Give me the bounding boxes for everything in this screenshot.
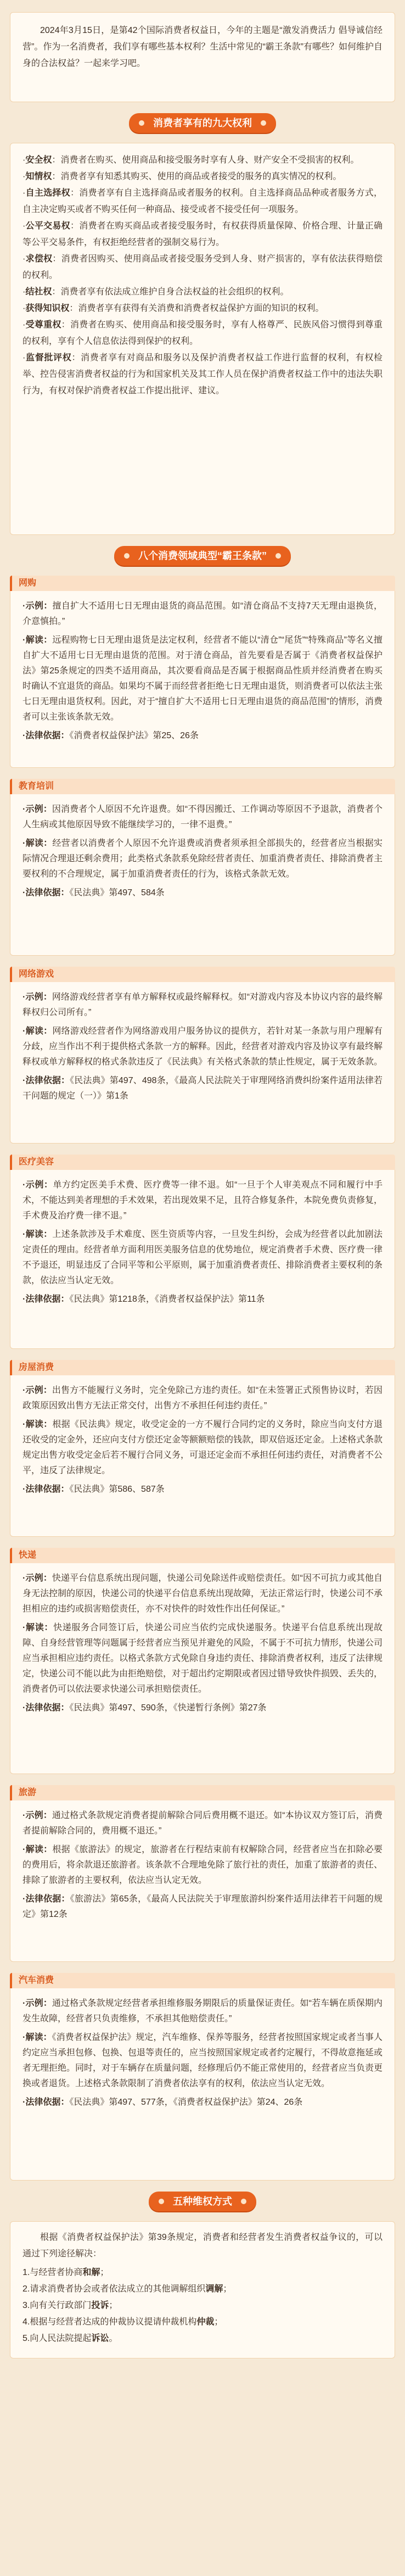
section-auto: [10, 1973, 395, 2181]
section-travel: [10, 1785, 395, 1962]
analysis-text: 经营者以消费者个人原因不允许退费或消费者须承担全部损失的，经营者应当根据实际情况合理退还剩余费用；此类格式条款系免除经营者责任、加重消费者责任、排除消费者主要权利的不合理规定，属于加重消费者责任的行为，该格式条款无效。: [22, 839, 383, 879]
example-label: ·示例：: [22, 601, 53, 611]
right-text: ：消费者享有知悉其购买、使用的商品或者接受的服务的真实情况的权利。: [52, 172, 342, 181]
ways-intro: 根据《消费者权益保护法》第39条规定，消费者和经营者发生消费者权益争议的，可以通过下列途径解决：: [22, 2233, 383, 2259]
ways-card: [10, 2221, 395, 2358]
analysis-label: ·解读：: [22, 1623, 54, 1632]
way-prefix: 5.向人民法院提起: [22, 2334, 92, 2343]
right-text: ：消费者在购买商品或者接受服务时，有权获得质量保障、价格合理、计量正确等公平交易条件，有权拒绝经营者的强制交易行为。: [22, 221, 383, 247]
section-title: 教育培训: [10, 779, 395, 794]
ways-banner: 五种维权方式: [149, 2192, 256, 2211]
way-prefix: 3.向有关行政部门: [22, 2301, 92, 2310]
law-text: 《民法典》第497、577条，《消费者权益保护法》第24、26条: [69, 2098, 303, 2107]
case-card: [10, 1170, 395, 1349]
case-card: [10, 1988, 395, 2181]
analysis-text: 网络游戏经营者作为网络游戏用户服务协议的提供方，若针对某一条款与用户理解有分歧，应当作出不利于提供格式条款一方的解释。因此，经营者对游戏内容及协议享有最终解释权或单方解释权的格式条款违反了《民法典》有关格式条款的禁止性规定，属于无效条款。: [22, 1027, 383, 1067]
way-keyword: 仲裁: [196, 2317, 215, 2327]
right-item: ·获得知识权：消费者享有获得有关消费和消费者权益保护方面的知识的权利。: [22, 304, 324, 313]
analysis-text: 根据《旅游法》的规定，旅游者在行程结束前有权解除合同，经营者应当在扣除必要的费用后，将余款退还旅游者。该条款不合理地免除了旅行社的责任，加重了旅游者的责任、排除了旅游者的主要权利，依法应当认定无效。: [22, 1845, 383, 1885]
section-title: 房屋消费: [10, 1360, 395, 1375]
analysis-row: [22, 1227, 383, 1289]
example-text: 网络游戏经营者享有单方解释权或最终解释权。如“对游戏内容及本协议内容的最终解释权归公司所有。”: [22, 993, 383, 1017]
way-keyword: 和解: [82, 2268, 100, 2277]
right-item: ·结社权：消费者享有依法成立维护自身合法权益的社会组织的权利。: [22, 287, 289, 297]
example-label: ·示例：: [22, 1574, 52, 1583]
law-row: [22, 1892, 383, 1922]
way-suffix: 。: [109, 2334, 118, 2343]
way-keyword: 诉讼: [91, 2334, 109, 2343]
right-text: ：消费者在购买、使用商品和接受服务时，享有人格尊严、民族风俗习惯得到尊重的权利，享有个人信息依法得到保护的权利。: [22, 320, 383, 346]
case-card: [10, 1800, 395, 1962]
way-suffix: ；: [100, 2268, 109, 2277]
rights-banner: 消费者享有的九大权利: [129, 113, 276, 133]
way-prefix: 2.请求消费者协会或者依法成立的其他调解组织: [22, 2284, 206, 2294]
way-item: [22, 2330, 383, 2347]
section-education: [10, 779, 395, 956]
law-label: ·法律依据：: [22, 1485, 70, 1494]
case-card: [10, 1375, 395, 1537]
example-row: [22, 1571, 383, 1617]
law-label: ·法律依据：: [22, 731, 70, 740]
example-row: [22, 599, 383, 629]
clauses-banner-wrap: [10, 546, 395, 568]
way-item: [22, 2298, 383, 2314]
way-keyword: 调解: [205, 2284, 223, 2294]
section-title: 汽车消费: [10, 1973, 395, 1988]
example-row: [22, 1996, 383, 2027]
right-text: ：消费者因购买、使用商品或者接受服务受到人身、财产损害的，享有依法获得赔偿的权利。: [22, 254, 383, 280]
right-term: 监督批评权: [25, 353, 72, 363]
law-row: [22, 1292, 383, 1307]
rights-list: [10, 143, 395, 535]
intro-text: 2024年3月15日，是第42个国际消费者权益日，今年的主题是“激发消费活力 倡导诚信经营”。作为一名消费者，我们享有哪些基本权利？生活中常见的“霸王条款”有哪些？如何维护自身的合法权益？一起来学习吧。: [22, 26, 383, 68]
right-text: ：消费者享有获得有关消费和消费者权益保护方面的知识的权利。: [69, 304, 324, 313]
analysis-row: [22, 1417, 383, 1479]
ways-banner-wrap: [10, 2192, 395, 2213]
section-title: 医疗美容: [10, 1155, 395, 1170]
right-item: ·受尊重权：消费者在购买、使用商品和接受服务时，享有人格尊严、民族风俗习惯得到尊重的权利，享有个人信息依法得到保护的权利。: [22, 320, 383, 346]
section-title: 旅游: [10, 1785, 395, 1800]
analysis-row: [22, 2030, 383, 2092]
section-medical-beauty: [10, 1155, 395, 1349]
way-suffix: ；: [214, 2317, 223, 2327]
analysis-row: [22, 836, 383, 882]
right-item: ·公平交易权：消费者在购买商品或者接受服务时，有权获得质量保障、价格合理、计量正确等公平交易条件，有权拒绝经营者的强制交易行为。: [22, 221, 383, 247]
example-label: ·示例：: [22, 805, 52, 814]
way-prefix: 1.与经营者协商: [22, 2268, 83, 2277]
right-text: ：消费者享有对商品和服务以及保护消费者权益工作进行监督的权利，有权检举、控告侵害消费者权益的行为和国家机关及其工作人员在保护消费者权益工作中的违法失职行为，有权对保护消费者权益工作提出批评、建议。: [22, 353, 383, 395]
analysis-label: ·解读：: [22, 2033, 52, 2042]
case-card: [10, 1563, 395, 1774]
law-label: ·法律依据：: [22, 1703, 70, 1713]
section-title: 快递: [10, 1548, 395, 1563]
analysis-label: ·解读：: [22, 635, 53, 645]
right-item: ·自主选择权：消费者享有自主选择商品或者服务的权利。自主选择商品品种或者服务方式，自主决定购买或者不购买任何一种商品、接受或者不接受任何一项服务。: [22, 188, 383, 214]
case-card: [10, 982, 395, 1144]
law-text: 《消费者权益保护法》第25、26条: [69, 731, 199, 740]
right-term: 结社权: [25, 287, 52, 297]
analysis-label: ·解读：: [22, 1845, 53, 1854]
section-housing: [10, 1360, 395, 1537]
law-text: 《民法典》第1218条，《消费者权益保护法》第11条: [69, 1295, 265, 1304]
example-text: 单方约定医美手术费、医疗费等一律不退。如“一旦于个人审美观点不同和履行中手术，不能达到美者理想的手术效果，若出现效果不足，且符合修复条件，本院免费负责修复，手术费及治疗费一律不退。”: [22, 1180, 383, 1220]
section-title: 网购: [10, 576, 395, 591]
right-item: ·知情权：消费者享有知悉其购买、使用的商品或者接受的服务的真实情况的权利。: [22, 172, 342, 181]
example-text: 通过格式条款规定经营者承担维修服务期限后的质量保证责任。如“若车辆在质保期内发生故障，经营者只负责维修，不承担其他赔偿责任。”: [22, 1999, 383, 2023]
example-text: 因消费者个人原因不允许退费。如“不得因搬迁、工作调动等原因不予退款，消费者个人生病或其他原因导致不能继续学习的，一律不退费。”: [22, 805, 383, 829]
way-item: [22, 2314, 383, 2330]
right-item: ·监督批评权：消费者享有对商品和服务以及保护消费者权益工作进行监督的权利，有权检举、控告侵害消费者权益的行为和国家机关及其工作人员在保护消费者权益工作中的违法失职行为，有权对保护消费者权益工作提出批评、建议。: [22, 353, 383, 395]
analysis-row: [22, 1024, 383, 1070]
analysis-label: ·解读：: [22, 839, 53, 848]
analysis-label: ·解读：: [22, 1027, 53, 1036]
law-text: 《民法典》第497、584条: [69, 888, 165, 897]
right-text: ：消费者享有自主选择商品或者服务的权利。自主选择商品品种或者服务方式，自主决定购买或者不购买任何一种商品、接受或者不接受任何一项服务。: [22, 188, 383, 214]
law-row: [22, 1482, 383, 1497]
analysis-row: [22, 1620, 383, 1697]
case-card: [10, 591, 395, 768]
right-term: 知情权: [25, 172, 52, 181]
example-text: 快递平台信息系统出现问题，快递公司免除送件或赔偿责任。如“因不可抗力或其他自身无法控制的原因，快递公司的快递平台信息系统出现故障，无法正常运行时，快递公司不承担相应的违约或损害赔偿责任，亦不对快件的时效性作出任何保证。”: [22, 1574, 383, 1614]
analysis-text: 根据《民法典》规定，收受定金的一方不履行合同约定的义务时，除应当向支付方退还收受的定金外，还应向支付方偿还定金等额额赔偿的钱款，即双倍返还定金。上述格式条款规定出售方收受定金后若不履行合同义务，可退还定金而不承担任何违约责任，对消费者不公平，违反了法律规定。: [22, 1420, 383, 1475]
example-label: ·示例：: [22, 1386, 52, 1395]
section-online-shopping: [10, 576, 395, 768]
analysis-text: 上述条款涉及手术难度、医生资质等内容，一旦发生纠纷，会成为经营者以此加剧法定责任的理由。经营者单方面利用医美服务信息的优势地位，规定消费者手术费、医疗费一律不予退还，明显违反了合同平等和公平原则，属于加重消费者责任、排除消费者主要权利的条款，依法应当认定无效。: [22, 1230, 383, 1285]
way-item: [22, 2265, 383, 2281]
example-row: [22, 802, 383, 833]
law-text: 《民法典》第497、498条，《最高人民法院关于审理网络消费纠纷案件适用法律若干问题的规定（一）》第1条: [22, 1076, 383, 1101]
analysis-text: 《消费者权益保护法》规定，汽车维修、保养等服务，经营者按照国家规定或者当事人约定应当承担包修、包换、包退等责任的，应当按照国家规定或者约定履行，不得故意拖延或者无理拒绝。同时，对于车辆存在质量问题，经修理后仍不能正常使用的，经营者应当负责更换或者退货。上述格式条款限制了消费者依法享有的权利，依法应当认定无效。: [22, 2033, 383, 2088]
example-row: [22, 1383, 383, 1414]
law-row: [22, 1073, 383, 1104]
law-text: 《旅游法》第65条，《最高人民法院关于审理旅游纠纷案件适用法律若干问题的规定》第12条: [22, 1894, 383, 1919]
example-row: [22, 1808, 383, 1839]
analysis-row: [22, 633, 383, 725]
way-suffix: ；: [109, 2301, 118, 2310]
right-item: ·求偿权：消费者因购买、使用商品或者接受服务受到人身、财产损害的，享有依法获得赔偿的权利。: [22, 254, 383, 280]
rights-banner-wrap: [10, 113, 395, 135]
example-label: ·示例：: [22, 1180, 53, 1190]
example-text: 擅自扩大不适用七日无理由退货的商品范围。如“清仓商品不支持7天无理由退换货，介意慎拍。”: [22, 601, 383, 626]
example-text: 出售方不能履行义务时，完全免除己方违约责任。如“在未签署正式预售协议时，若因政策原因致出售方无法正常交付，出售方不承担任何违约责任。”: [22, 1386, 383, 1410]
law-row: [22, 2095, 383, 2110]
right-text: ：消费者享有依法成立维护自身合法权益的社会组织的权利。: [52, 287, 289, 297]
right-item: ·安全权：消费者在购买、使用商品和接受服务时享有人身、财产安全不受损害的权利。: [22, 155, 359, 165]
law-label: ·法律依据：: [22, 888, 70, 897]
right-term: 安全权: [25, 155, 52, 165]
example-row: [22, 1178, 383, 1224]
analysis-label: ·解读：: [22, 1230, 53, 1239]
example-label: ·示例：: [22, 1999, 52, 2008]
section-online-games: [10, 967, 395, 1144]
law-row: [22, 1700, 383, 1716]
analysis-text: 远程购物七日无理由退货是法定权利，经营者不能以“清仓”“尾货”“特殊商品”等名义擅自扩大不适用七日无理由退货的范围。对于清仓商品，首先要看是否属于《消费者权益保护法》第25条规定的四类不适用商品，其次要看商品是否属于根据商品性质并经消费者在购买时确认不宜退货的商品。如果均不属于而经营者拒绝七日无理由退货，则消费者可以依法主张七日无理由退货权利。因此，对于“擅自扩大不适用七日无理由退货的商品范围”的情形，消费者可以主张该条款无效。: [22, 635, 383, 722]
law-text: 《民法典》第497、590条，《快递暂行条例》第27条: [69, 1703, 267, 1713]
way-suffix: ；: [223, 2284, 232, 2294]
example-row: [22, 990, 383, 1021]
right-term: 获得知识权: [25, 304, 70, 313]
law-label: ·法律依据：: [22, 1076, 70, 1085]
analysis-text: 快递服务合同签订后，快递公司应当依约完成快递服务。快递平台信息系统出现故障、自身经营管理等问题属于经营者应当预见并避免的风险，不属于不可抗力情形，快递公司应当承担相应违约责任。以格式条款方式免除自身违约责任、排除消费者权利，违反了法律规定，快递公司不能以此为由拒绝赔偿，对于超出约定期限或者因过错导致快件损毁、丢失的，消费者仍可以依法要求快递公司承担赔偿责任。: [22, 1623, 383, 1694]
example-label: ·示例：: [22, 1811, 52, 1820]
analysis-label: ·解读：: [22, 1420, 53, 1429]
right-term: 公平交易权: [25, 221, 70, 231]
law-label: ·法律依据：: [22, 1295, 70, 1304]
example-label: ·示例：: [22, 993, 52, 1002]
way-keyword: 投诉: [91, 2301, 109, 2310]
law-row: [22, 728, 383, 744]
law-row: [22, 885, 383, 901]
right-term: 受尊重权: [25, 320, 61, 330]
law-label: ·法律依据：: [22, 2098, 70, 2107]
analysis-row: [22, 1842, 383, 1888]
example-text: 通过格式条款规定消费者提前解除合同后费用概不退还。如“本协议双方签订后，消费者提前解除合同的，费用概不退还。”: [22, 1811, 383, 1836]
law-text: 《民法典》第586、587条: [69, 1485, 165, 1494]
right-text: ：消费者在购买、使用商品和接受服务时享有人身、财产安全不受损害的权利。: [52, 155, 359, 165]
section-title: 网络游戏: [10, 967, 395, 982]
clauses-banner: 八个消费领域典型“霸王条款”: [114, 546, 291, 566]
right-term: 求偿权: [25, 254, 53, 264]
case-card: [10, 794, 395, 956]
intro-card: [10, 12, 395, 102]
right-term: 自主选择权: [25, 188, 70, 198]
way-item: [22, 2281, 383, 2298]
way-prefix: 4.根据与经营者达成的仲裁协议提请仲裁机构: [22, 2317, 197, 2327]
section-express: [10, 1548, 395, 1774]
law-label: ·法律依据：: [22, 1894, 70, 1904]
